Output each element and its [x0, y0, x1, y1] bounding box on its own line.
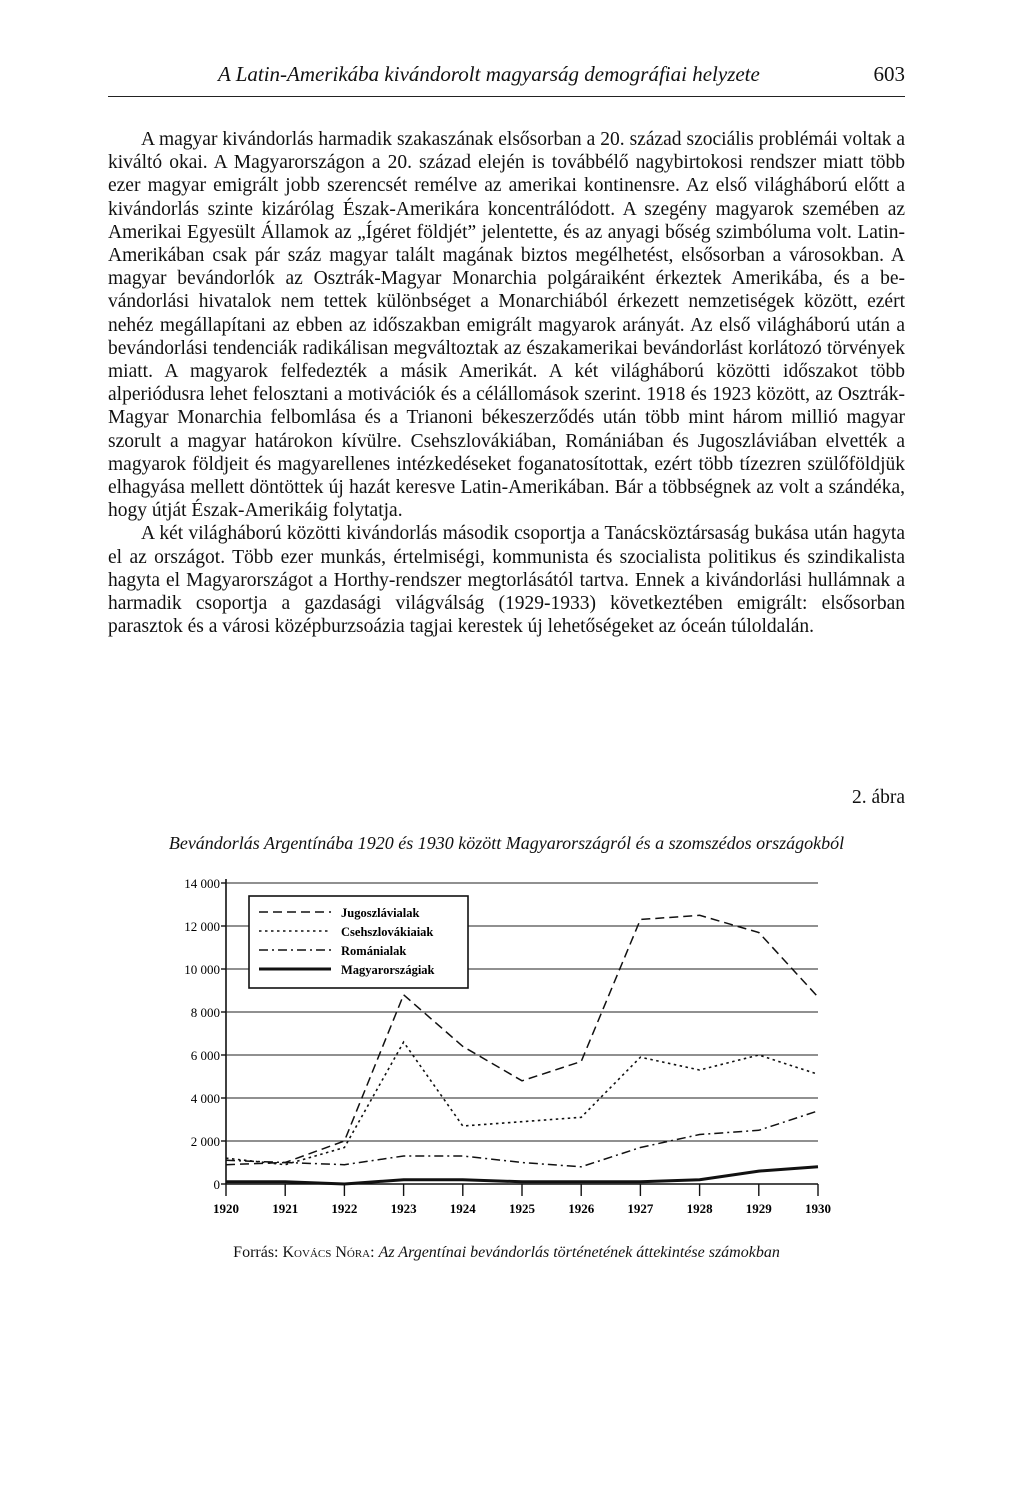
x-tick-label: 1930 — [805, 1201, 831, 1216]
y-tick-label: 10 000 — [184, 962, 220, 977]
series-line-1 — [226, 1042, 818, 1165]
series-line-2 — [226, 1111, 818, 1167]
x-tick-label: 1923 — [390, 1201, 417, 1216]
figure-title: Bevándorlás Argentínába 1920 és 1930 között Magyarországról és a szomszédos országokból — [168, 833, 845, 853]
x-tick-label: 1921 — [272, 1201, 299, 1216]
figure-source — [108, 1244, 905, 1262]
x-tick-label: 1928 — [686, 1201, 713, 1216]
source-work: Az Argentínai bevándorlás történetének áttekintése számokban — [378, 1244, 780, 1261]
running-title: A Latin-Amerikába kivándorolt magyarság demográfiai helyzete — [218, 62, 760, 86]
x-tick-label: 1924 — [449, 1201, 476, 1216]
paragraph-1: A magyar kivándorlás harmadik szakaszának elsősorban a 20. század szociális problémái voltak a kiváltó okai. A Magyarországon a 20. század elején is továbbélő nagybirtokosi rendszer miatt több ezer magyar emigrált jobb szerencsét remélve az amerikai kontinensre. Az első világháború előtt a kivándorlás szinte kizárólag Észak-Amerikára koncentrálódott. A szegény magyarok szemében az Amerikai Egyesült Államok az „Ígéret földjét” jelentette, és az anyagi bőség szimbóluma volt. Latin- Amerikában csak pár száz magyar talált magának biztos megélhetést, elsősorban a városokban. A magyar bevándorlók az Osztrák-Magyar Monarchia polgáraiként érkeztek Amerikába, és a bevándorlási hivatalok nem tettek különbséget a Monarchiából érkezett nemzetiségek között, ezért nehéz megállapítani az ebben az időszakban emigrált magyarok arányát. Az első világháború után a bevándorlási tendenciák radikálisan megváltoztak az északamerikai bevándorlást korlátozó törvények miatt. A magyarok felfedezték a másik Amerikát. A két világháború közötti időszakot több alperiódusra lehet felosztani a motivációk és a célállomások szerint. 1918 és 1923 között, az Osztrák-Magyar Monarchia felbomlása és a Trianoni békeszerződés után több mint három millió magyar szorult a magyar határokon kívülre. Csehszlovákiában, Romániában és Jugoszláviában elvették a magyarok földjeit és magyarellenes intézkedéseket foganatosítottak, ezért több tízezren szülőföldjük elhagyása mellett döntöttek új hazát keresve Latin-Amerikában. Bár a többségnek az volt a szándéka, hogy útját Észak-Amerikáig folytatja. — [108, 129, 905, 522]
x-tick-label: 1920 — [213, 1201, 239, 1216]
y-tick-label: 4 000 — [190, 1091, 220, 1106]
legend-label-0: Jugoszlávialak — [341, 906, 420, 920]
x-tick-label: 1926 — [568, 1201, 595, 1216]
y-tick-label: 2 000 — [190, 1134, 220, 1149]
source-label: Forrás: — [233, 1244, 279, 1261]
figure-number: 2. ábra — [851, 787, 905, 808]
x-tick-label: 1925 — [509, 1201, 535, 1216]
legend-label-1: Csehszlovákiaiak — [341, 925, 434, 939]
paragraph-2: A két világháború közötti kivándorlás második csoportja a Tanácsköztársaság bukása után hagyta el az országot. Több ezer munkás, értelmiségi, kommunista és szocialista politikus és szindikalista hagyta el Magyarországot a Horthy-rendszer megtorlásától tartva. Ennek a kivándorlási hullámnak a harmadik csoportja a gazdasági világválság (1929-1933) következtében emigrált: elsősorban parasztok és a városi középburzsoázia tagjai kerestek új lehetőségeket az óceán túloldalán. — [108, 523, 905, 638]
x-tick-label: 1922 — [331, 1201, 358, 1216]
series-line-3 — [226, 1167, 818, 1184]
y-tick-label: 14 000 — [184, 876, 220, 891]
legend-label-3: Magyarországiak — [341, 963, 435, 977]
x-tick-label: 1927 — [627, 1201, 654, 1216]
y-tick-label: 12 000 — [184, 919, 220, 934]
y-tick-label: 0 — [213, 1177, 220, 1192]
legend-label-2: Románialak — [341, 944, 407, 958]
x-tick-label: 1929 — [745, 1201, 772, 1216]
page-number: 603 — [873, 62, 905, 86]
source-author: Kovács Nóra: — [282, 1244, 375, 1261]
y-tick-label: 8 000 — [190, 1005, 220, 1020]
y-tick-label: 6 000 — [190, 1048, 220, 1063]
